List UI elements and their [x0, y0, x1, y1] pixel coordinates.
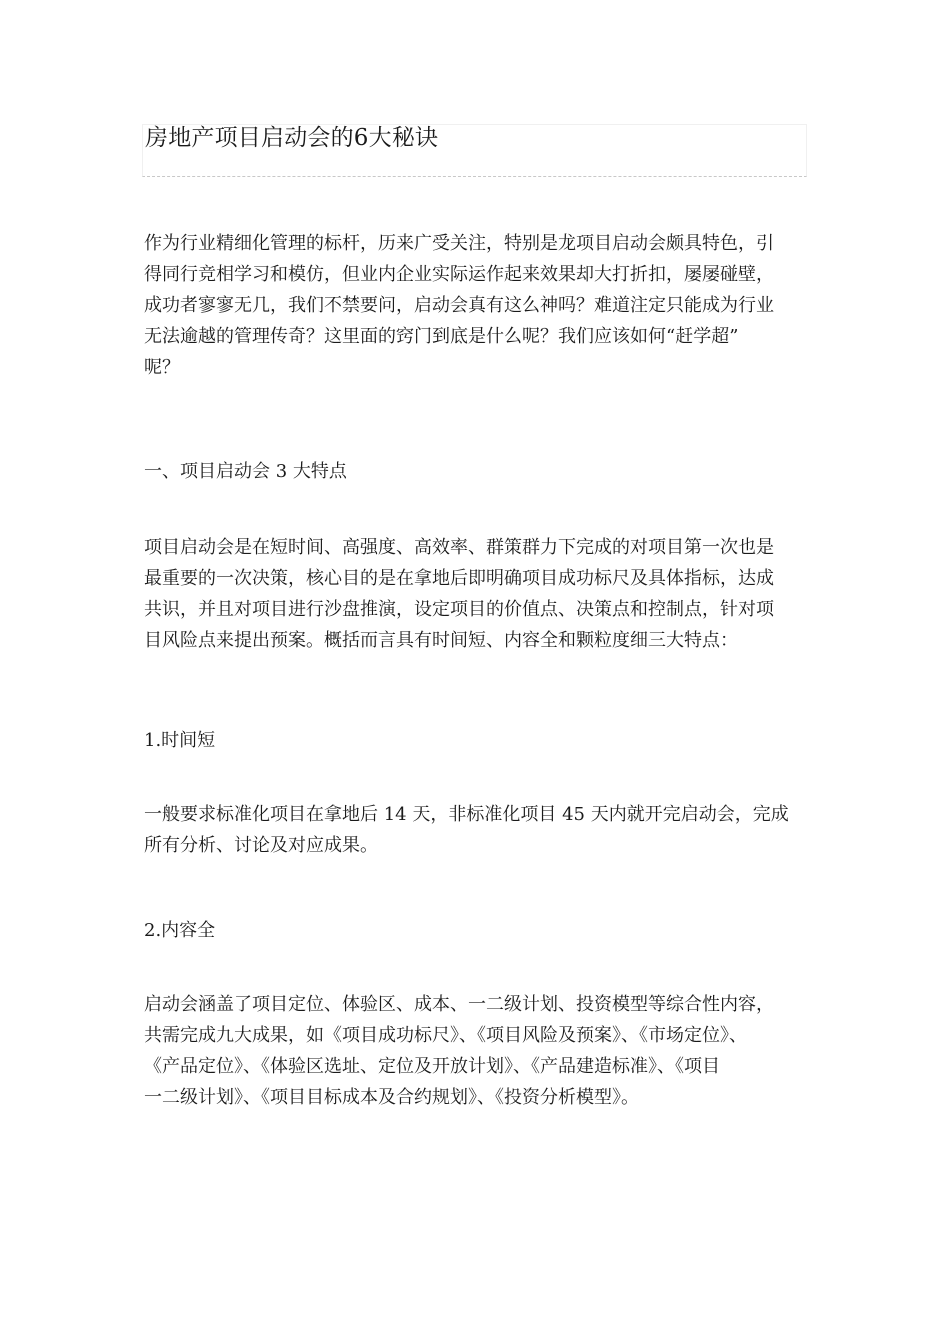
point2-line: 《产品定位》、《体验区选址、定位及开放计划》、《产品建造标准》、《项目 [144, 1056, 720, 1077]
point2-line: 共需完成九大成果，如《项目成功标尺》、《项目风险及预案》、《市场定位》、 [144, 1025, 747, 1046]
point2-paragraph [144, 989, 810, 1113]
point1-heading-text: 1.时间短 [144, 730, 216, 751]
section1-paragraph [144, 532, 810, 656]
section1-heading [144, 456, 810, 487]
point2-heading-text: 2.内容全 [144, 920, 216, 941]
section1-line: 共识，并且对项目进行沙盘推演，设定项目的价值点、决策点和控制点，针对项 [144, 599, 774, 620]
section1-line: 目风险点来提出预案。概括而言具有时间短、内容全和颗粒度细三大特点： [144, 630, 738, 651]
intro-paragraph [144, 228, 810, 383]
point2-line: 启动会涵盖了项目定位、体验区、成本、一二级计划、投资模型等综合性内容， [144, 994, 774, 1015]
intro-line: 作为行业精细化管理的标杆，历来广受关注，特别是龙项目启动会颇具特色，引 [144, 233, 774, 254]
title-frame [142, 124, 807, 177]
intro-line: 成功者寥寥无几，我们不禁要问，启动会真有这么神吗？难道注定只能成为行业 [144, 295, 774, 316]
point1-paragraph [144, 799, 810, 861]
section1-line: 项目启动会是在短时间、高强度、高效率、群策群力下完成的对项目第一次也是 [144, 537, 774, 558]
intro-line: 无法逾越的管理传奇？这里面的窍门到底是什么呢？我们应该如何“赶学超” [144, 326, 739, 347]
point2-line: 一二级计划》、《项目目标成本及合约规划》、《投资分析模型》。 [144, 1087, 639, 1108]
point2-heading [144, 915, 810, 946]
section1-heading-text: 一、项目启动会 3 大特点 [144, 461, 347, 482]
point1-line: 所有分析、讨论及对应成果。 [144, 835, 378, 856]
point1-line: 一般要求标准化项目在拿地后 14 天，非标准化项目 45 天内就开完启动会，完成 [144, 804, 789, 825]
intro-line: 得同行竞相学习和模仿，但业内企业实际运作起来效果却大打折扣，屡屡碰壁， [144, 264, 774, 285]
document-title: 房地产项目启动会的6大秘诀 [145, 125, 439, 151]
point1-heading [144, 725, 810, 756]
section1-line: 最重要的一次决策，核心目的是在拿地后即明确项目成功标尺及具体指标，达成 [144, 568, 774, 589]
intro-line: 呢？ [144, 357, 180, 378]
